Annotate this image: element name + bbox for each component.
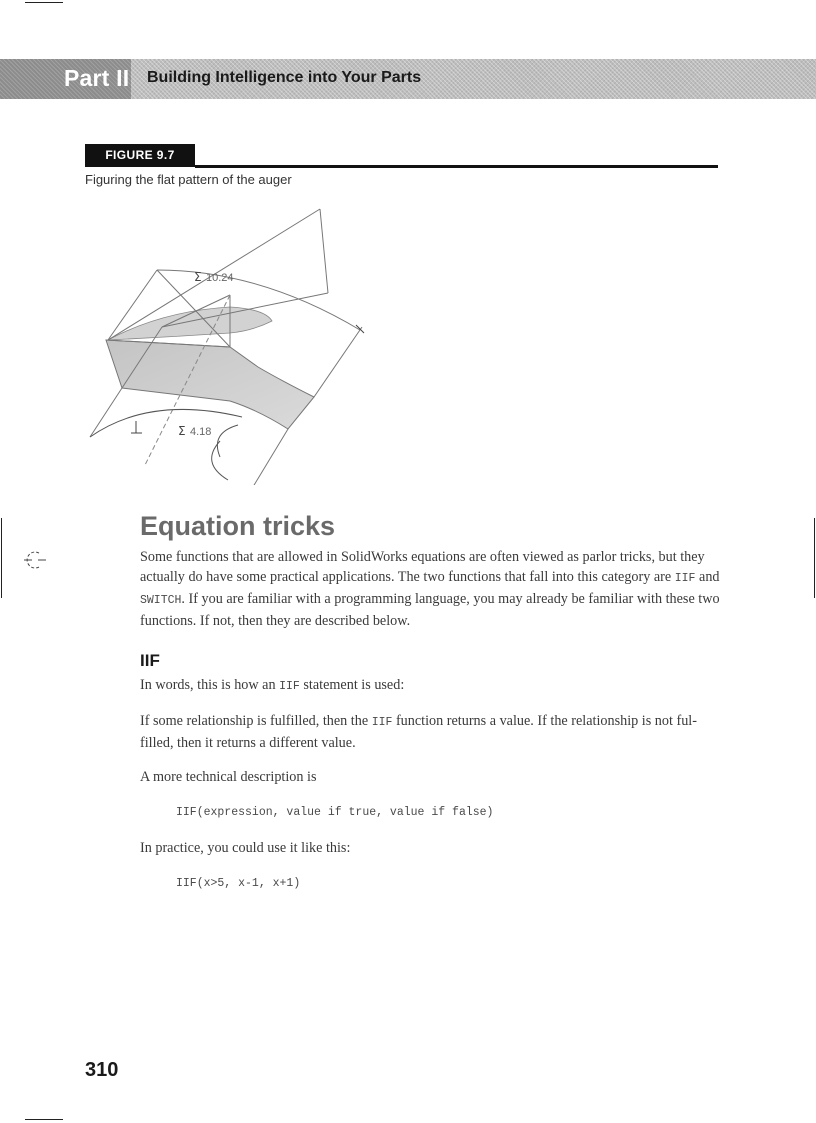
iif-practice-text: In practice, you could use it like this:	[140, 840, 351, 856]
iif-rel-post: function returns a value. If the relationship is not ful-filled, then it returns a different value.	[140, 713, 697, 751]
crop-mark-top-left	[25, 2, 63, 3]
figure-rule	[195, 165, 718, 168]
intro-text-3: . If you are familiar with a programming language, you may already be familiar with these two functions. If not, then they are described below.	[140, 591, 720, 629]
iif-words-post: statement is used:	[299, 677, 405, 693]
figure-label: FIGURE 9.7	[105, 148, 175, 162]
figure-caption: Figuring the flat pattern of the auger	[85, 172, 292, 187]
sigma-symbol-bottom: Σ	[178, 424, 186, 438]
figure-label-box	[85, 144, 195, 167]
iif-relationship-paragraph	[140, 711, 722, 753]
intro-text-1: Some functions that are allowed in SolidWorks equations are often viewed as parlor tricks, but they actually do have some practical applications. The two functions that fall into this category are	[140, 549, 705, 585]
intro-text-2: and	[695, 569, 720, 585]
iif-example-code: IIF(x>5, x-1, x+1)	[176, 877, 301, 890]
registration-mark-icon	[24, 549, 46, 571]
iif-words-code: IIF	[279, 680, 300, 693]
iif-heading: IIF	[140, 651, 160, 670]
shaded-upper-sheet	[108, 307, 272, 340]
iif-tech-description: A more technical description is	[140, 769, 317, 785]
crop-mark-bottom-left	[25, 1119, 63, 1120]
iif-rel-code: IIF	[371, 716, 393, 729]
iif-syntax-code: IIF(expression, value if true, value if false)	[176, 806, 494, 819]
iif-words-pre: In words, this is how an	[140, 677, 280, 693]
section-heading: Equation tricks	[140, 511, 336, 541]
intro-code-switch: SWITCH	[140, 594, 182, 607]
part-box	[0, 59, 131, 99]
intro-code-iif: IIF	[674, 572, 696, 585]
dimension-bottom: 4.18	[190, 426, 212, 438]
crop-mark-right-vertical	[814, 518, 815, 598]
lower-arcs	[90, 409, 242, 480]
auger-flat-pattern-figure	[70, 195, 390, 485]
iif-words-paragraph	[140, 675, 722, 697]
part-title: Building Intelligence into Your Parts	[147, 69, 422, 86]
iif-rel-pre: If some relationship is fulfilled, then the	[140, 713, 372, 729]
part-label: Part II	[64, 65, 130, 91]
sigma-symbol-top: Σ	[194, 270, 202, 284]
intro-paragraph	[140, 547, 722, 631]
crop-mark-left-vertical	[1, 518, 2, 598]
dimension-top: 10.24	[206, 272, 234, 284]
shaded-flat-band	[106, 340, 314, 429]
page-number: 310	[85, 1059, 119, 1081]
header-band	[0, 59, 816, 99]
